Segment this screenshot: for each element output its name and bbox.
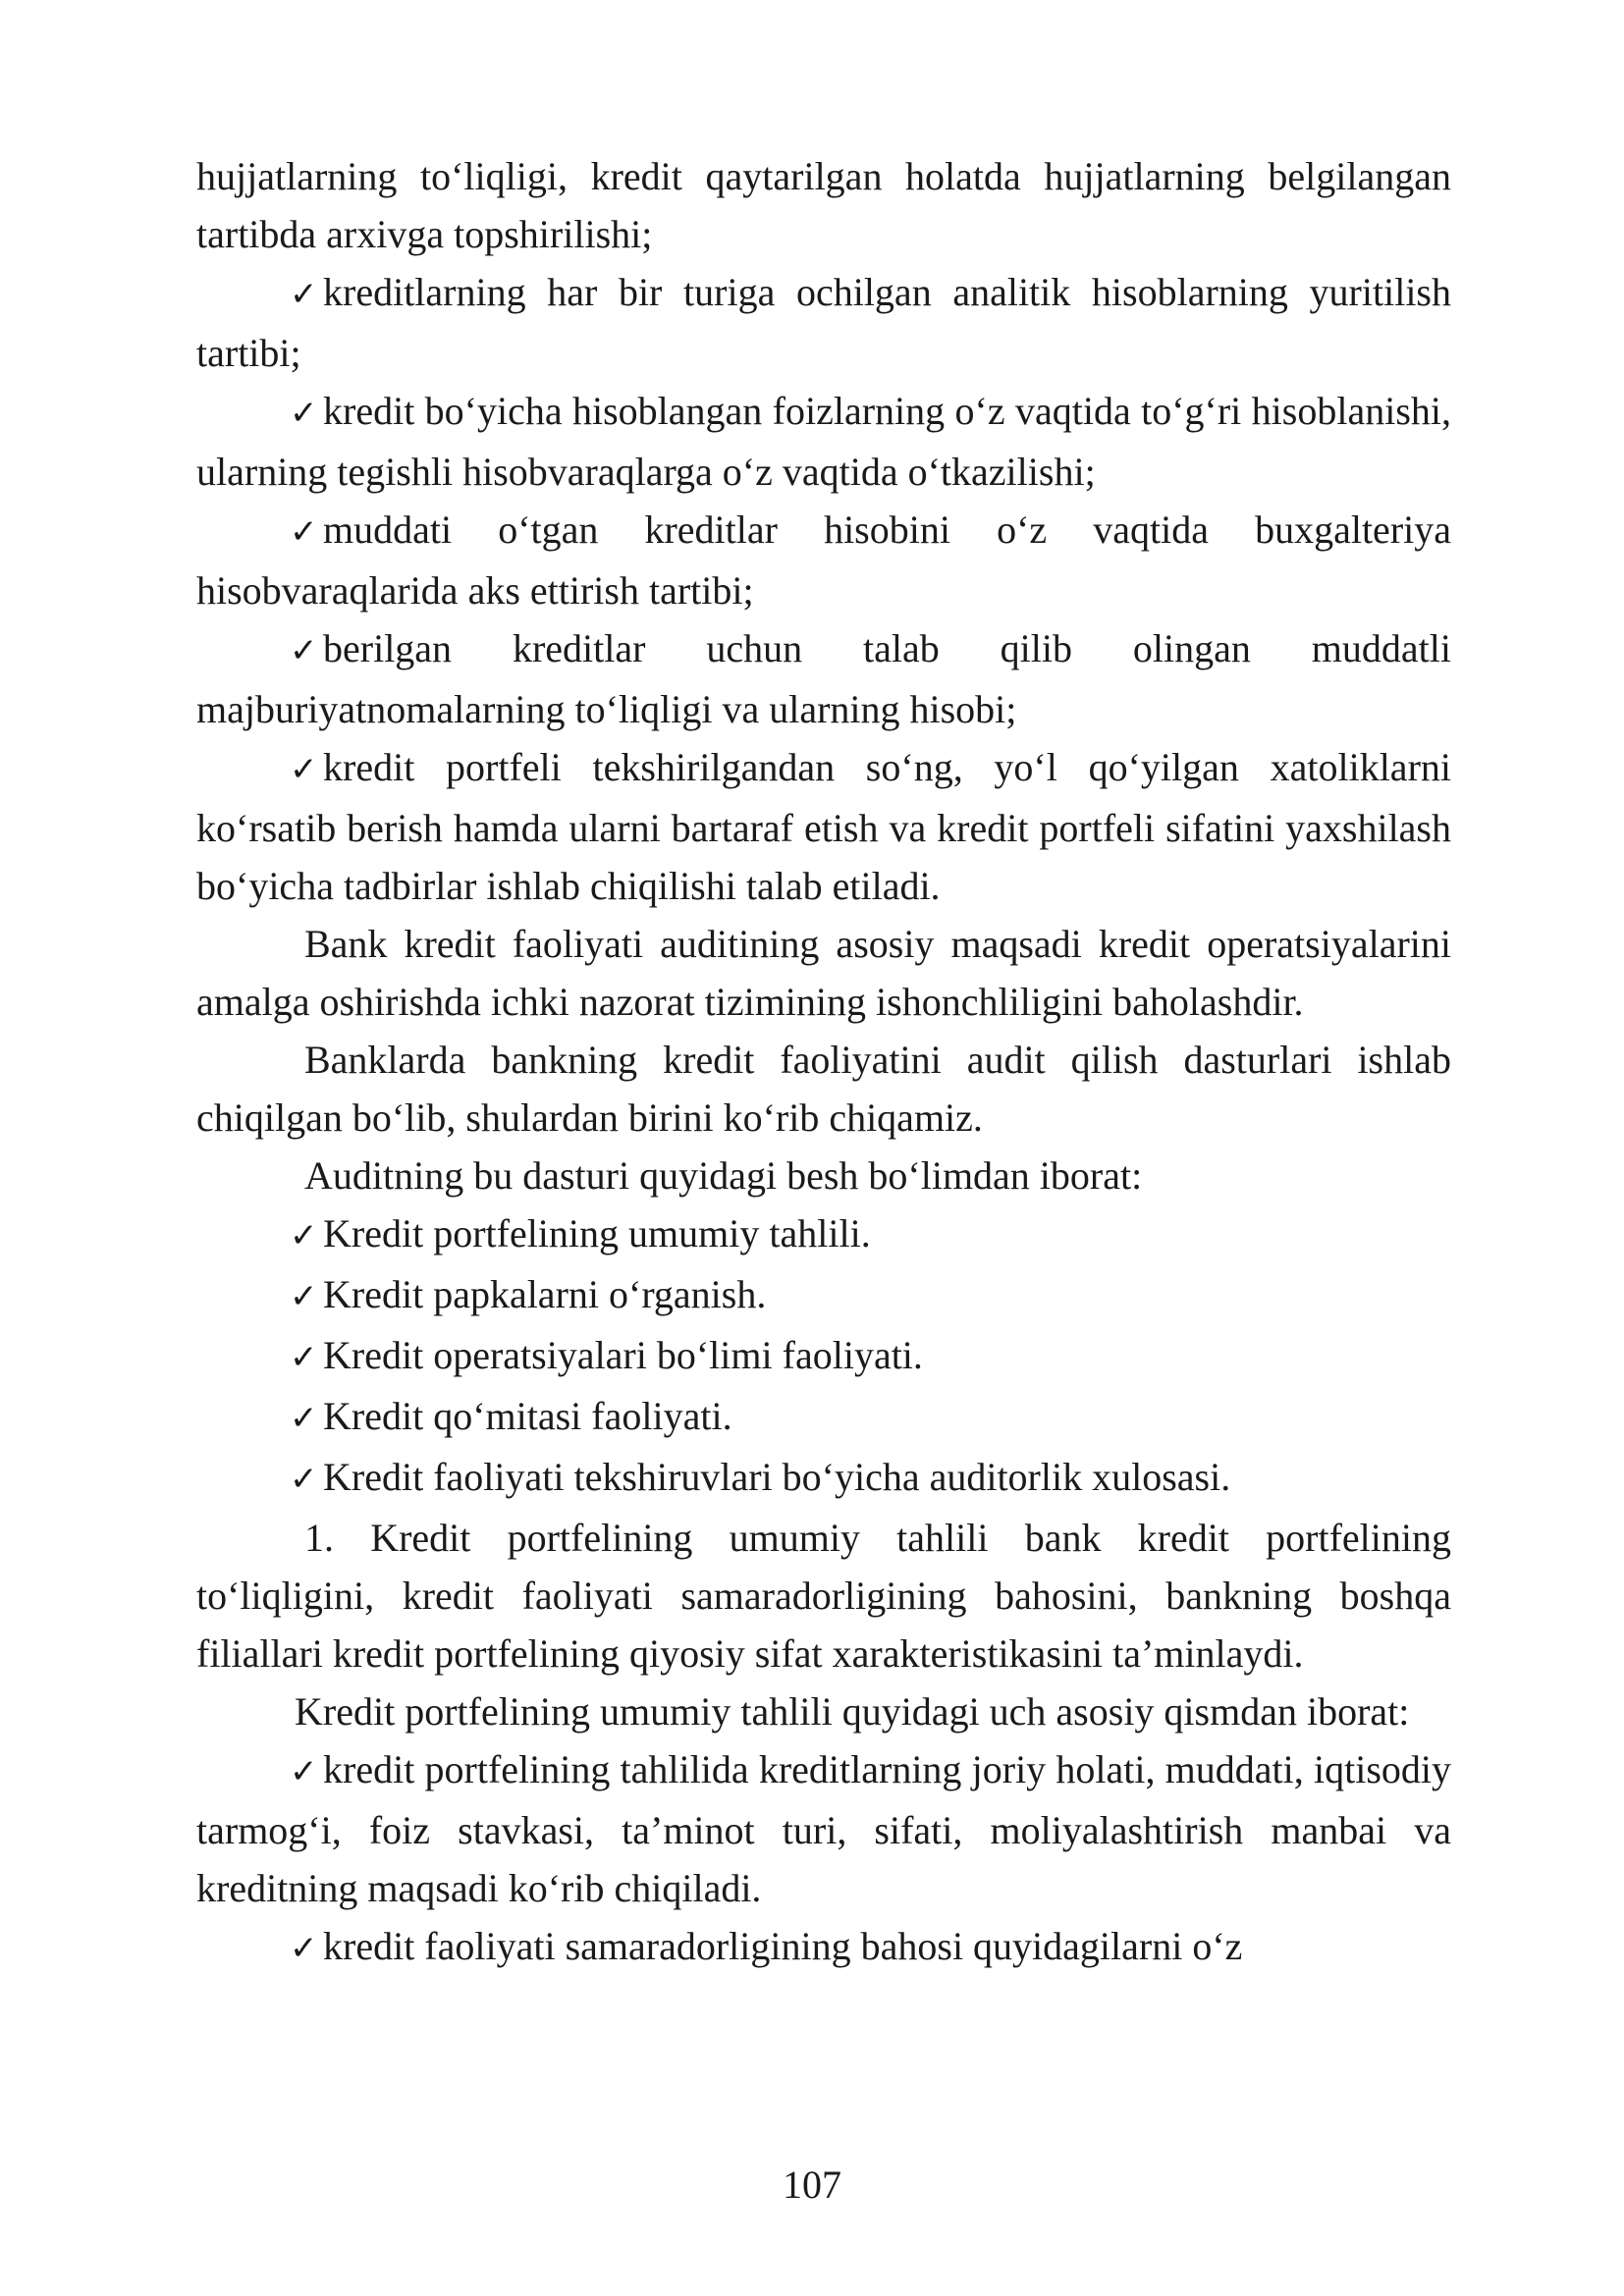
paragraph: Kredit portfelining umumiy tahlili quyidagi uch asosiy qismdan iborat: <box>295 1689 1410 1734</box>
bullet-item <box>196 263 1451 382</box>
bullet-text: kredit faoliyati samaradorligining bahosi quyidagilarni o‘z <box>323 1924 1243 1968</box>
bullet-item <box>196 1917 1451 1978</box>
paragraph: Banklarda bankning kredit faoliyatini audit qilish dasturlari ishlab chiqilgan bo‘lib, shulardan birini ko‘rib chiqamiz. <box>196 1038 1451 1140</box>
bullet-item <box>196 382 1451 501</box>
bullet-text: kredit portfelining tahlilida kreditlarning joriy holati, muddati, iqtisodiy tarmog‘i, foiz stavkasi, ta’minot turi, sifati, moliyalashtirish manbai va kreditning maqsadi ko‘rib chiqiladi. <box>196 1747 1451 1910</box>
bullet-item <box>196 1265 1451 1326</box>
bullet-item <box>196 1387 1451 1448</box>
bullet-text: berilgan kreditlar uchun talab qilib olingan muddatli majburiyatnomalarning to‘liqligi va ularning hisobi; <box>196 626 1451 731</box>
paragraph: Auditning bu dasturi quyidagi besh bo‘limdan iborat: <box>304 1153 1143 1198</box>
bullet-item <box>196 1448 1451 1509</box>
checkmark-icon: ✓ <box>290 1929 318 1968</box>
bullet-item <box>196 501 1451 619</box>
bullet-text: kredit portfeli tekshirilgandan so‘ng, yo‘l qo‘yilgan xatoliklarni ko‘rsatib berish hamda ularni bartaraf etish va kredit portfeli sifatini yaxshilash bo‘yicha tadbirlar ishlab chiqilishi talab etiladi. <box>196 745 1451 908</box>
bullet-item <box>196 738 1451 915</box>
bullet-item <box>196 1740 1451 1917</box>
paragraph: Bank kredit faoliyati auditining asosiy maqsadi kredit operatsiyalarini amalga oshirishda ichki nazorat tizimining ishonchliligini baholashdir. <box>196 922 1451 1024</box>
paragraph: 1. Kredit portfelining umumiy tahlili bank kredit portfelining to‘liqligini, kredit faoliyati samaradorligining bahosini, bankning boshqa filiallari kredit portfelining qiyosiy sifat xarakteristikasini ta’minlaydi. <box>196 1516 1451 1676</box>
bullet-text: Kredit faoliyati tekshiruvlari bo‘yicha auditorlik xulosasi. <box>323 1455 1231 1499</box>
bullet-item <box>196 619 1451 738</box>
checkmark-icon: ✓ <box>290 750 318 789</box>
checkmark-icon: ✓ <box>290 1399 318 1438</box>
bullet-item <box>196 1204 1451 1265</box>
bullet-text: Kredit operatsiyalari bo‘limi faoliyati. <box>323 1333 923 1377</box>
checkmark-icon: ✓ <box>290 1460 318 1499</box>
checkmark-icon: ✓ <box>290 1216 318 1255</box>
checkmark-icon: ✓ <box>290 512 318 552</box>
bullet-text: Kredit portfelining umumiy tahlili. <box>323 1211 871 1255</box>
bullet-text: Kredit papkalarni o‘rganish. <box>323 1272 767 1316</box>
checkmark-icon: ✓ <box>290 275 318 314</box>
bullet-text: Kredit qo‘mitasi faoliyati. <box>323 1394 732 1438</box>
checkmark-icon: ✓ <box>290 394 318 433</box>
checkmark-icon: ✓ <box>290 1338 318 1377</box>
checkmark-icon: ✓ <box>290 1752 318 1791</box>
bullet-text: kreditlarning har bir turiga ochilgan analitik hisoblarning yuritilish tartibi; <box>196 270 1451 375</box>
paragraph: hujjatlarning to‘liqligi, kredit qaytarilgan holatda hujjatlarning belgilangan tartibda arxivga topshirilishi; <box>196 154 1451 256</box>
checkmark-icon: ✓ <box>290 1277 318 1316</box>
checkmark-icon: ✓ <box>290 631 318 670</box>
bullet-text: kredit bo‘yicha hisoblangan foizlarning o‘z vaqtida to‘g‘ri hisoblanishi, ularning tegishli hisobvaraqlarga o‘z vaqtida o‘tkazilishi; <box>196 389 1451 494</box>
bullet-text: muddati o‘tgan kreditlar hisobini o‘z vaqtida buxgalteriya hisobvaraqlarida aks ettirish tartibi; <box>196 507 1451 613</box>
page-body <box>196 147 1451 1978</box>
bullet-item <box>196 1326 1451 1387</box>
page-number: 107 <box>783 2163 841 2207</box>
